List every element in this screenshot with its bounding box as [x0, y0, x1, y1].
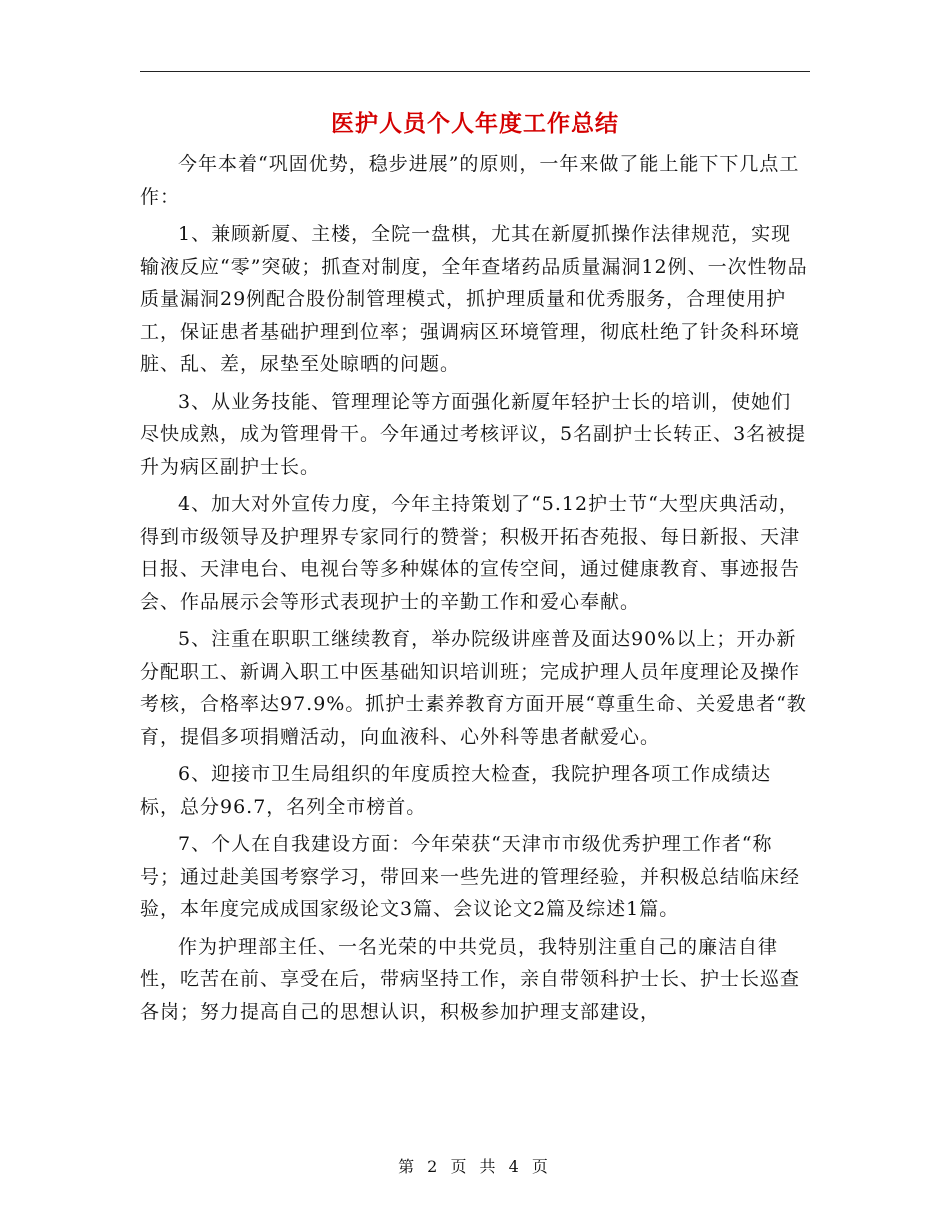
paragraph-item-6: 6、迎接市卫生局组织的年度质控大检查，我院护理各项工作成绩达标，总分96.7，名列全市榜首。: [140, 763, 772, 818]
header-rule: [140, 71, 810, 72]
paragraph-intro: 今年本着“巩固优势，稳步进展”的原则，一年来做了能上能下下几点工作：: [140, 153, 800, 208]
paragraph-item-3: 3、从业务技能、管理理论等方面强化新厦年轻护士长的培训，使她们尽快成熟，成为管理骨干。今年通过考核评议，5名副护士长转正、3名被提升为病区副护士长。: [140, 390, 807, 478]
paragraph-item-1: 1、兼顾新厦、主楼，全院一盘棋，尤其在新厦抓操作法律规范，实现输液反应“零”突破；抓查对制度，全年查堵药品质量漏洞12例、一次性物品质量漏洞29例配合股份制管理模式，抓护理质量和优秀服务，合理使用护工，保证患者基础护理到位率；强调病区环境管理，彻底杜绝了针灸科环境脏、乱、差，尿垫至处晾晒的问题。: [140, 223, 808, 375]
document-title: 医护人员个人年度工作总结: [331, 110, 619, 137]
page-number: 第 2 页 共 4 页: [398, 1157, 552, 1176]
paragraph-item-4: 4、加大对外宣传力度，今年主持策划了“5.12护士节“大型庆典活动，得到市级领导及护理界专家同行的赞誉；积极开拓杏苑报、每日新报、天津日报、天津电台、电视台等多种媒体的宣传空间，通过健康教育、事迹报告会、作品展示会等形式表现护士的辛勤工作和爱心奉献。: [140, 493, 801, 613]
paragraph-item-5: 5、注重在职职工继续教育，举办院级讲座普及面达90%以上；开办新分配职工、新调入职工中医基础知识培训班；完成护理人员年度理论及操作考核，合格率达97.9%。抓护士素养教育方面开展“尊重生命、关爱患者“教育，提倡多项捐赠活动，向血液科、心外科等患者献爱心。: [140, 628, 807, 748]
document-body: [140, 148, 810, 1033]
paragraph-item-7: 7、个人在自我建设方面：今年荣获“天津市市级优秀护理工作者“称号；通过赴美国考察学习，带回来一些先进的管理经验，并积极总结临床经验，本年度完成成国家级论文3篇、会议论文2篇及综述1篇。: [140, 833, 801, 920]
paragraph-closing: 作为护理部主任、一名光荣的中共党员，我特别注重自己的廉洁自律性，吃苦在前、享受在后，带病坚持工作，亲自带领科护士长、护士长巡查各岗；努力提高自己的思想认识，积极参加护理支部建设，: [140, 935, 801, 1023]
